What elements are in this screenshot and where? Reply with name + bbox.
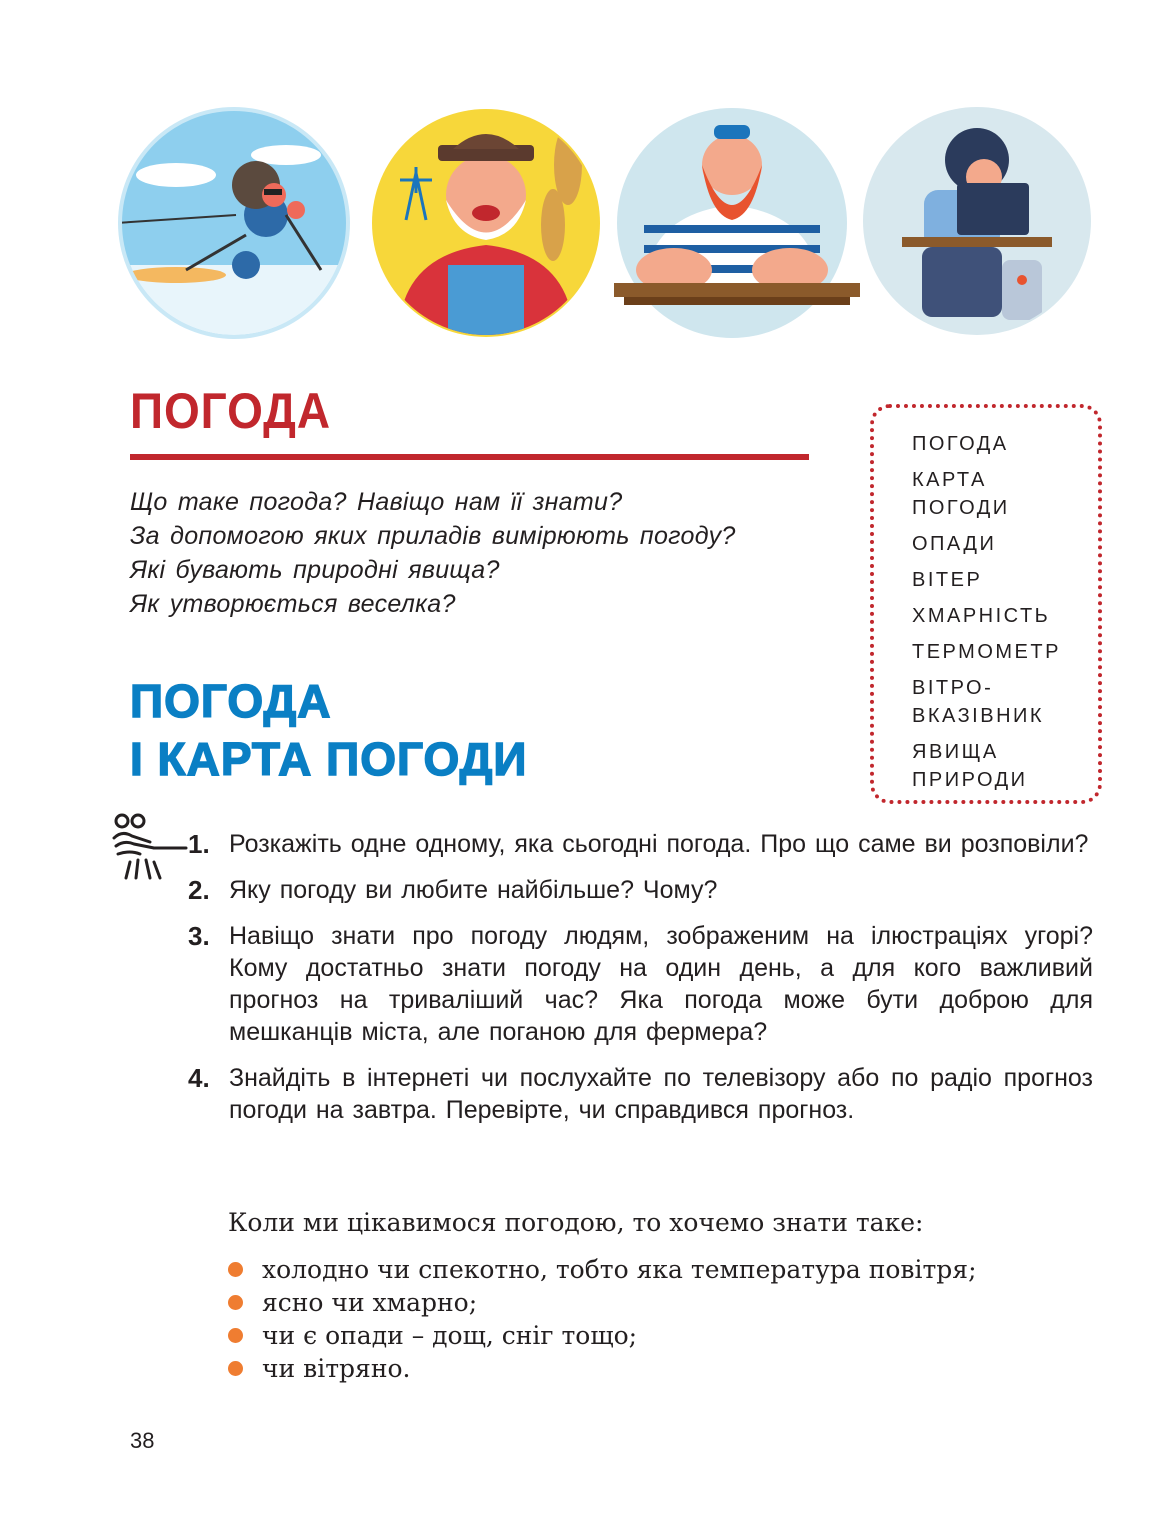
info-list-item (228, 1352, 1118, 1385)
info-item-text: холодно чи спекотно, тобто яка температура повітря; (262, 1255, 977, 1284)
intro-question: Як утворюється веселка? (130, 590, 456, 618)
page-number: 38 (130, 1428, 155, 1453)
keyword-item: КАРТА ПОГОДИ (912, 469, 1010, 519)
bullet-dot-icon (228, 1328, 243, 1343)
section-title-line: І КАРТА ПОГОДИ (130, 733, 528, 785)
info-list-item (228, 1286, 1118, 1319)
keyword-item: ПОГОДА (912, 433, 1009, 455)
student-illustration (862, 105, 1092, 341)
keyword-item: ХМАРНІСТЬ (912, 605, 1051, 627)
keywords-box (870, 404, 1102, 804)
task-text: Яку погоду ви любите найбільше? Чому? (229, 876, 718, 904)
intro-question: За допомогою яких приладів вимірюють погоду? (130, 522, 736, 550)
bullet-dot-icon (228, 1295, 243, 1310)
task-text: Розкажіть одне одному, яка сьогодні погода. Про що саме ви розповіли? (229, 830, 1089, 858)
task-item (188, 874, 1093, 906)
intro-question: Які бувають природні явища? (130, 556, 500, 584)
task-item (188, 1062, 1093, 1126)
info-list (228, 1253, 1118, 1385)
section-title-line: ПОГОДА (130, 675, 332, 727)
info-item-text: чи вітряно. (262, 1354, 411, 1383)
task-number: 1. (188, 829, 210, 859)
info-lead: Коли ми цікавимося погодою, то хочемо знати таке: (228, 1208, 924, 1237)
keyword-item: ВІТЕР (912, 569, 983, 591)
info-list-item (228, 1253, 1118, 1286)
task-number: 2. (188, 875, 210, 905)
task-list (188, 828, 1093, 1140)
keyword-item: ВІТРО- ВКАЗІВНИК (912, 677, 1045, 727)
task-text: Навіщо знати про погоду людям, зображеним на ілюстраціях угорі? Кому достатньо знати погоду на один день, а для кого важливий прогноз на триваліший час? Яка погода може бути доброю для мешканців міста, але поганою для фермера? (229, 922, 1093, 1046)
keyword-item: ОПАДИ (912, 533, 997, 555)
chapter-title: ПОГОДА (130, 383, 332, 439)
task-number: 3. (188, 921, 210, 951)
info-block (228, 1203, 1118, 1385)
info-item-text: ясно чи хмарно; (262, 1288, 478, 1317)
info-list-item (228, 1319, 1118, 1352)
section-title (130, 672, 527, 788)
task-number: 4. (188, 1063, 210, 1093)
task-text: Знайдіть в інтернеті чи послухайте по телевізору або по радіо прогноз погоди на завтра. Перевірте, чи справдився прогноз. (229, 1064, 1093, 1124)
task-item (188, 828, 1093, 860)
skier-illustration (116, 105, 352, 341)
info-item-text: чи є опади – дощ, сніг тощо; (262, 1321, 638, 1350)
chapter-title-underline (130, 454, 809, 460)
keyword-item: ТЕРМОМЕТР (912, 641, 1061, 663)
intro-questions (130, 485, 736, 621)
sailor-illustration (614, 105, 860, 341)
task-item (188, 920, 1093, 1048)
intro-question: Що таке погода? Навіщо нам її знати? (130, 488, 623, 516)
keyword-item: ЯВИЩА ПРИРОДИ (912, 741, 1028, 791)
bullet-dot-icon (228, 1361, 243, 1376)
farmer-illustration (368, 105, 604, 341)
pair-work-icon (110, 812, 190, 889)
bullet-dot-icon (228, 1262, 243, 1277)
